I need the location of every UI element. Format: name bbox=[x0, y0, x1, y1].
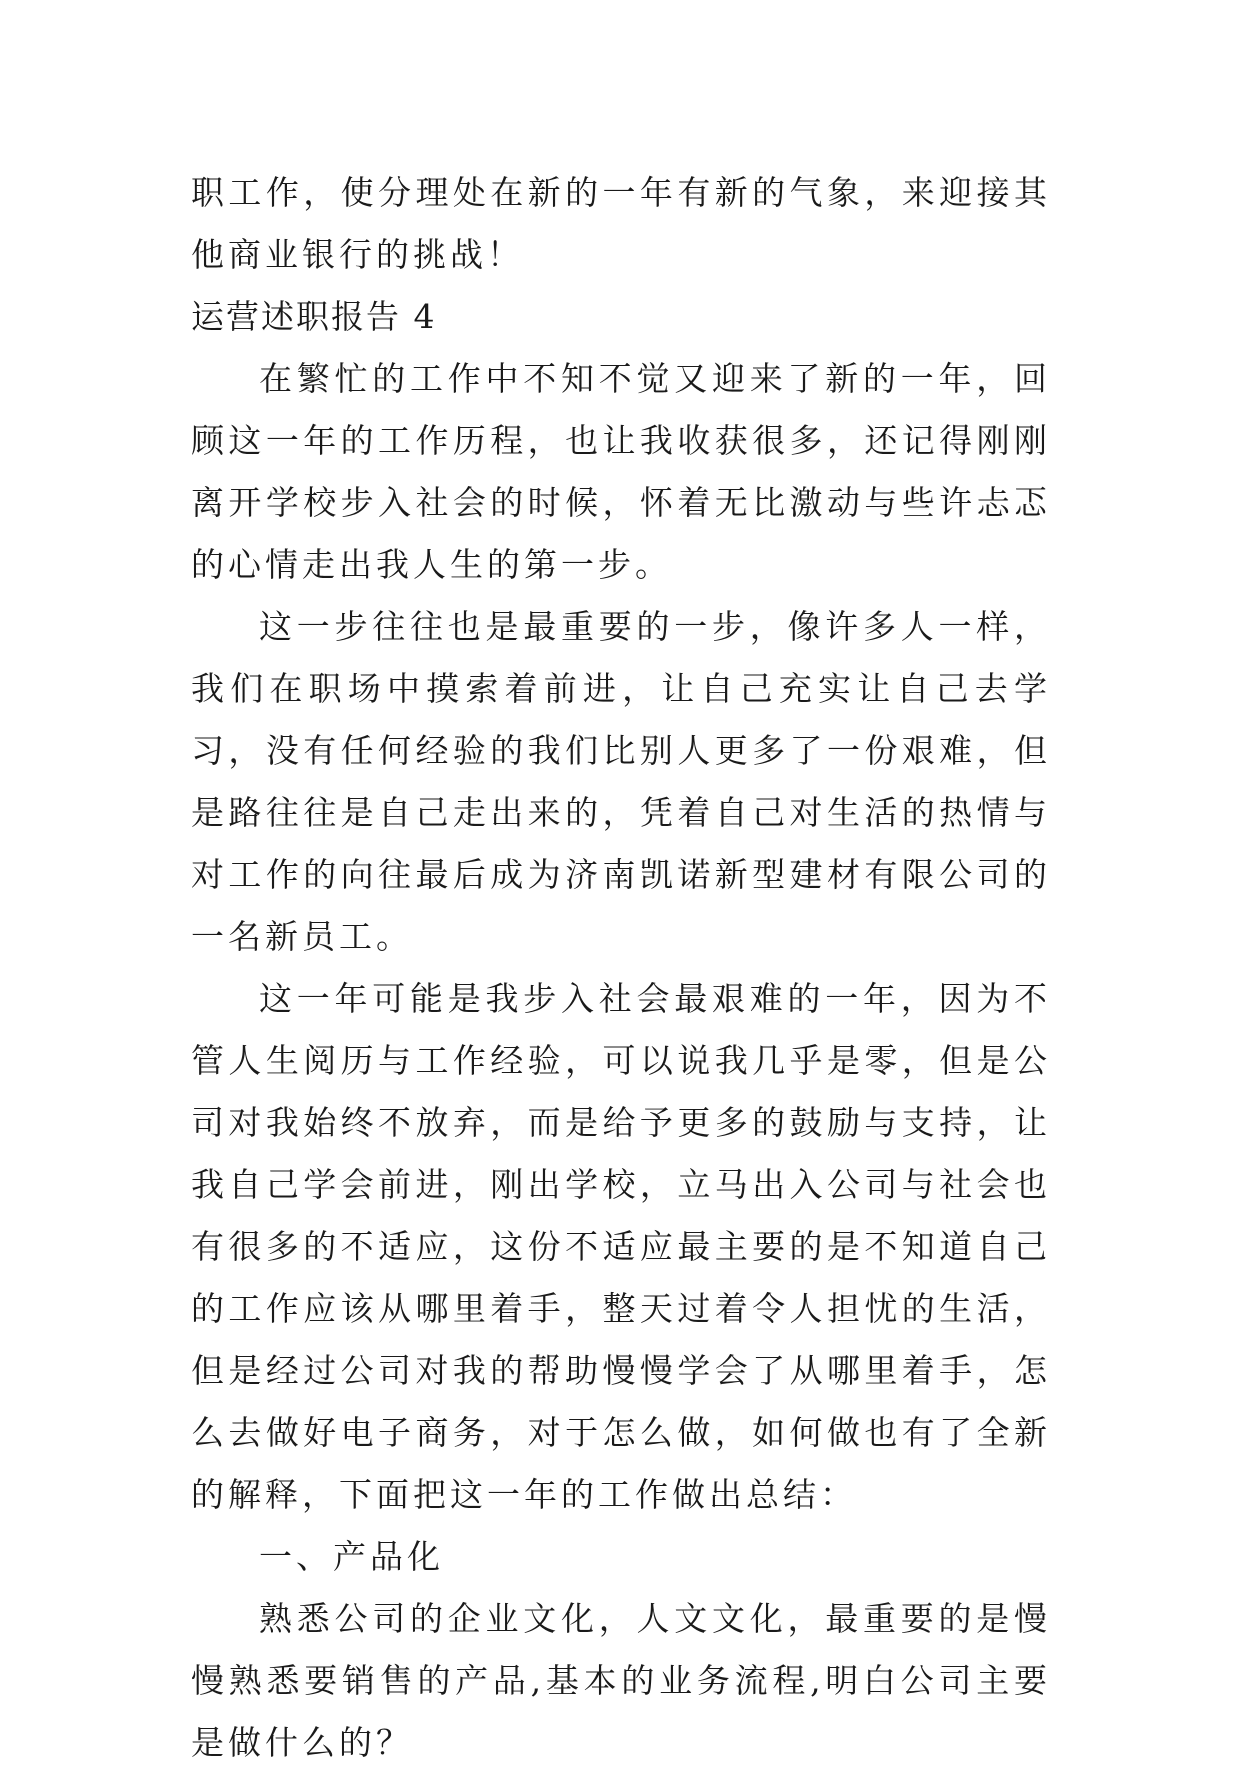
body-paragraph-1: 在繁忙的工作中不知不觉又迎来了新的一年，回顾这一年的工作历程，也让我收获很多，还记得刚刚离开学校步入社会的时候，怀着无比激动与些许忐忑的心情走出我人生的第一步。 bbox=[191, 359, 1051, 584]
continuation-paragraph: 职工作，使分理处在新的一年有新的气象，来迎接其他商业银行的挑战！ bbox=[191, 173, 1051, 274]
document-body bbox=[191, 162, 1051, 1774]
section-title: 运营述职报告 4 bbox=[191, 297, 437, 336]
subheading-product: 一、产品化 bbox=[259, 1537, 444, 1576]
body-paragraph-3: 这一年可能是我步入社会最艰难的一年，因为不管人生阅历与工作经验，可以说我几乎是零，但是公司对我始终不放弃，而是给予更多的鼓励与支持，让我自己学会前进，刚出学校，立马出入公司与社会也有很多的不适应，这份不适应最主要的是不知道自己的工作应该从哪里着手，整天过着令人担忧的生活，但是经过公司对我的帮助慢慢学会了从哪里着手，怎么去做好电子商务，对于怎么做，如何做也有了全新的解释，下面把这一年的工作做出总结： bbox=[191, 979, 1051, 1514]
body-paragraph-4: 熟悉公司的企业文化，人文文化，最重要的是慢慢熟悉要销售的产品,基本的业务流程,明白公司主要是做什么的？ bbox=[191, 1599, 1051, 1762]
body-paragraph-2: 这一步往往也是最重要的一步，像许多人一样，我们在职场中摸索着前进，让自己充实让自己去学习，没有任何经验的我们比别人更多了一份艰难，但是路往往是自己走出来的，凭着自己对生活的热情与对工作的向往最后成为济南凯诺新型建材有限公司的一名新员工。 bbox=[191, 607, 1051, 956]
